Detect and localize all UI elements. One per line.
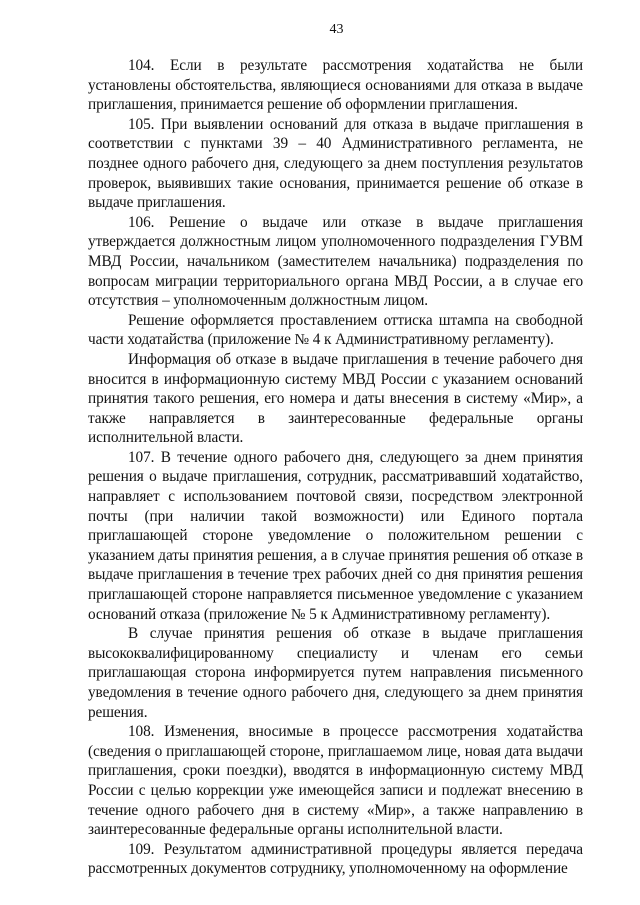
page-number: 43 [329,22,344,37]
paragraph-107: 107. В течение одного рабочего дня, следующего за днем принятия решения о выдаче приглашения, сотрудник, рассматривавший ходатайство, направляет с использованием почтовой связи, посредством электронной почты (при наличии такой возможности) или Единого портала приглашающей стороне уведомление о положительном решении с указанием даты принятия решения, а в случае принятия решения об отказе в выдаче приглашения в течение трех рабочих дней со дня принятия решения приглашающей стороне направляется письменное уведомление с указанием оснований отказа (приложение № 5 к Административному регламенту). [88,448,583,623]
paragraph-106-stamp: Решение оформляется проставлением оттиска штампа на свободной части ходатайства (приложение № 4 к Административному регламенту). [88,311,583,349]
paragraph-104: 104. Если в результате рассмотрения ходатайства не были установлены обстоятельства, являющиеся основаниями для отказа в выдаче приглашения, принимается решение об оформлении приглашения. [88,57,583,114]
paragraph-109: 109. Результатом административной процедуры является передача рассмотренных документов сотруднику, уполномоченному на оформление [88,840,583,878]
paragraph-105: 105. При выявлении оснований для отказа в выдаче приглашения в соответствии с пунктами 39 – 40 Административного регламента, не позднее одного рабочего дня, следующего за днем поступления результатов проверок, выявивших такие основания, принимается решение об отказе в выдаче приглашения. [88,115,583,212]
paragraph-106: 106. Решение о выдаче или отказе в выдаче приглашения утверждается должностным лицом уполномоченного подразделения ГУВМ МВД России, начальником (заместителем начальника) подразделения по вопросам миграции территориального органа МВД России, а в случае его отсутствия – уполномоченным должностным лицом. [88,213,583,310]
paragraph-107-specialist: В случае принятия решения об отказе в выдаче приглашения высококвалифицированному специалисту и членам его семьи приглашающая сторона информируется путем направления письменного уведомления в течение одного рабочего дня, следующего за днем принятия решения. [88,625,583,721]
paragraph-106-info: Информация об отказе в выдаче приглашения в течение рабочего дня вносится в информационную систему МВД России с указанием оснований принятия такого решения, его номера и даты внесения в систему «Мир», а также направляется в заинтересованные федеральные органы исполнительной власти. [88,350,583,447]
paragraph-108: 108. Изменения, вносимые в процессе рассмотрения ходатайства (сведения о приглашающей стороне, приглашаемом лице, новая дата выдачи приглашения, сроки поездки), вводятся в информационную систему МВД России с целью коррекции уже имеющейся записи и подлежат внесению в течение одного рабочего дня в систему «Мир», а также направлению в заинтересованные федеральные органы исполнительной власти. [88,723,583,839]
document-page [88,22,583,879]
